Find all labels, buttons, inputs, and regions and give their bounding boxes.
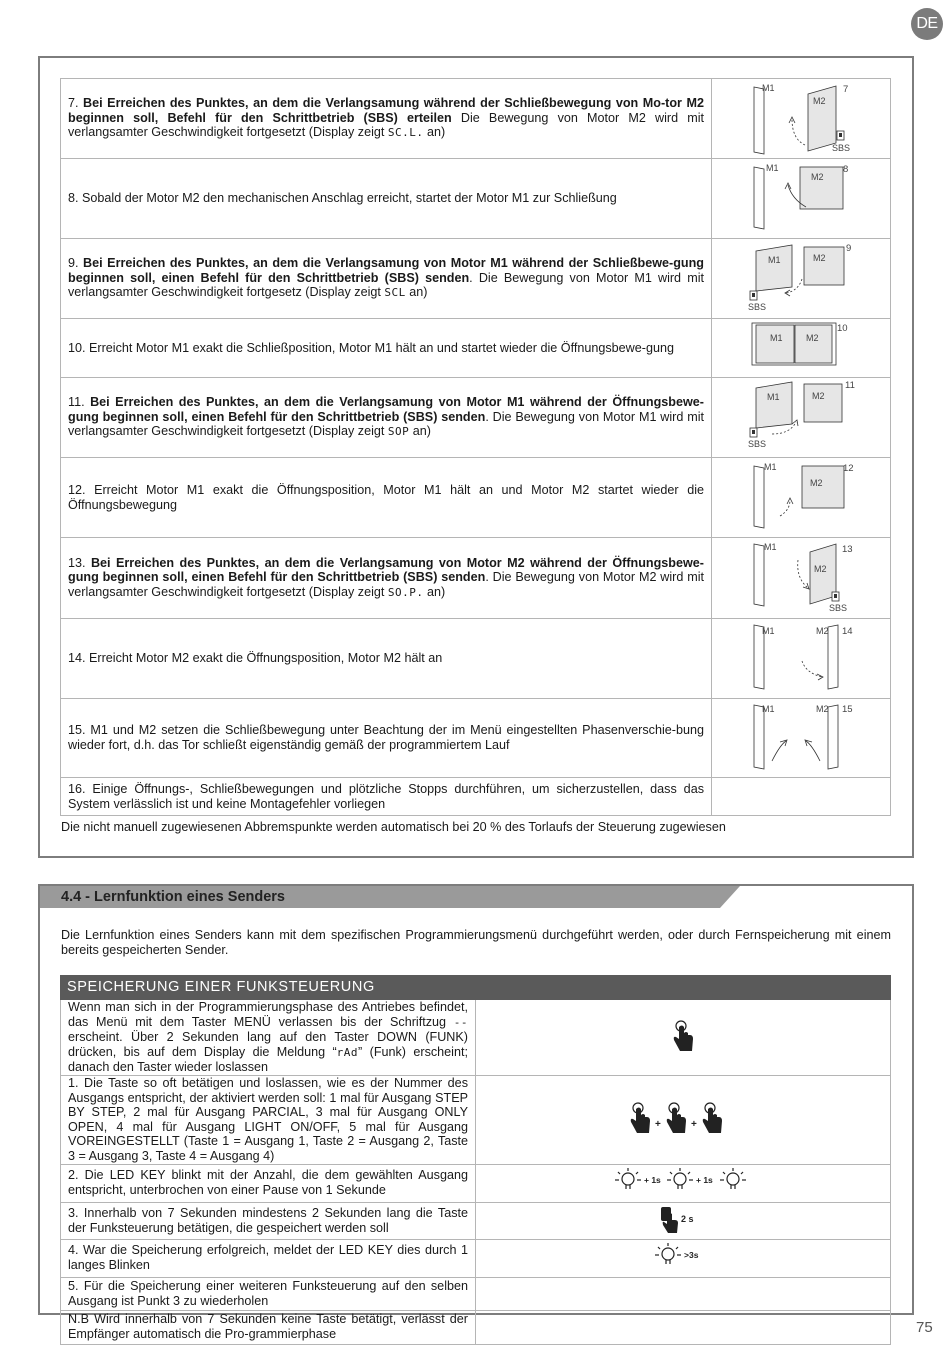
section-header	[40, 886, 740, 908]
empty-cell	[476, 1310, 891, 1344]
svg-text:2 s: 2 s	[681, 1213, 694, 1224]
table-row	[61, 1164, 891, 1202]
svg-text:M1: M1	[764, 542, 777, 552]
step-13-text: 13. Bei Erreichen des Punktes, an dem die Verlangsamung von Motor M2 während der Öffnungsbewe-gung beginnen soll, einen Befehl für den Schrittbetrieb (SBS) senden. Die Bewegung von Motor M2 wird mit verlangsamter Geschwindigkeit fortgesetzt (Display zeigt SO.P. an)	[61, 538, 712, 619]
step-9-text: 9. Bei Erreichen des Punktes, an dem die Verlangsamung von Motor M1 während der Schließbewe-gung beginnen soll, einen Befehl für den Schrittbetrieb (SBS) senden. Die Bewegung von Motor M1 wird mit verlangsamter Geschwindigkeit fortgesetz (Display zeigt SCL an)	[61, 239, 712, 319]
step-13-figure	[712, 538, 891, 619]
table-header-row	[61, 976, 891, 1000]
step-16-figure	[712, 778, 891, 816]
table-row	[61, 699, 891, 778]
step-15-text: 15. M1 und M2 setzen die Schließbewegung unter Beachtung der im Menü eingestellten Phasenverschie-bung wieder fort, d.h. das Tor schließt eigenständig gemäß der programmiertem Lauf	[61, 699, 712, 778]
led-long-icon	[476, 1239, 891, 1277]
svg-text:>3s: >3s	[684, 1250, 699, 1261]
table-row	[61, 1000, 891, 1076]
auto-brake-note: Die nicht manuell zugewiesenen Abbremspunkte werden automatisch bei 20 % des Torlaufs der Steuerung zugewiesen	[61, 820, 726, 834]
svg-text:10: 10	[837, 323, 848, 334]
table-row	[61, 1277, 891, 1310]
svg-text:M1: M1	[770, 333, 783, 343]
step-14-text: 14. Erreicht Motor M2 exakt die Öffnungsposition, Motor M2 hält an	[61, 619, 712, 699]
svg-text:+: +	[655, 1118, 661, 1130]
table-row	[61, 1239, 891, 1277]
svg-text:M2: M2	[816, 704, 829, 714]
table-row	[61, 239, 891, 319]
memory-step-3: 3. Innerhalb von 7 Sekunden mindestens 2 Sekunden lang die Taste der Funksteuerung betätigen, die gespeichert werden soll	[61, 1202, 476, 1239]
step-9-figure	[712, 239, 891, 319]
svg-text:13: 13	[842, 544, 853, 555]
table-row	[61, 79, 891, 159]
table-row	[61, 378, 891, 458]
svg-text:+: +	[691, 1118, 697, 1130]
step-7-text: 7. Bei Erreichen des Punktes, an dem die Verlangsamung während der Schließbewegung von Mo-tor M2 beginnen soll, Befehl für den Schrittbetrieb (SBS) erteilen Die Bewegung von Motor M2 wird mit verlangsamter Geschwindigkeit fortgesetzt (Display zeigt SC.L. an)	[61, 79, 712, 159]
table-row	[61, 1310, 891, 1344]
svg-text:SBS: SBS	[832, 143, 851, 153]
svg-text:SBS: SBS	[829, 603, 848, 613]
svg-text:+ 1s: + 1s	[696, 1175, 713, 1186]
svg-text:M1: M1	[762, 83, 775, 93]
memory-table	[60, 975, 891, 1345]
svg-text:SBS: SBS	[748, 302, 767, 312]
svg-text:15: 15	[842, 704, 853, 715]
empty-cell	[476, 1277, 891, 1310]
svg-text:+ 1s: + 1s	[644, 1175, 661, 1186]
table-row	[61, 159, 891, 239]
step-14-figure	[712, 619, 891, 699]
memory-step-1: 1. Die Taste so oft betätigen und loslassen, wie es der Nummer des Ausgangs entspricht, der aktiviert werden soll: 1 mal für Ausgang STEP BY STEP, 2 mal für Ausgang PARCIAL, 3 mal für Ausgang ONLY OPEN, 4 mal für Ausgang LIGHT ON/OFF, 5 mal für Ausgang VOREINGESTELLT (Taste 1 = Ausgang 1, Taste 2 = Ausgang 2, Taste 3 = Ausgang 3, Taste 4 = Ausgang 4)	[61, 1075, 476, 1164]
memory-step-2: 2. Die LED KEY blinkt mit der Anzahl, die dem gewählten Ausgang entspricht, unterbrochen von einer Pause von 1 Sekunde	[61, 1164, 476, 1202]
steps-table	[60, 78, 891, 816]
remote-press-icon	[476, 1202, 891, 1239]
section-title: 4.4 - Lernfunktion eines Senders	[61, 889, 285, 905]
step-12-text: 12. Erreicht Motor M1 exakt die Öffnungsposition, Motor M1 hält an und Motor M2 startet wieder die Öffnungsbewegung	[61, 458, 712, 538]
memory-step-intro: Wenn man sich in der Programmierungsphase des Antriebes befindet, das Menü mit dem Taster MENÜ verlassen bis der Schriftzug -- erscheint. Über 2 Sekunden lang auf den Taster DOWN (FUNK) drücken, bis auf dem Display die Meldung “rAd” (Funk) erscheint; danach den Taster wieder loslassen	[61, 1000, 476, 1076]
table-row	[61, 778, 891, 816]
memory-step-5: 5. Für die Speicherung einer weiteren Funksteuerung auf den selben Ausgang ist Punkt 3 zu wiederholen	[61, 1277, 476, 1310]
svg-text:M1: M1	[766, 163, 779, 173]
section-intro: Die Lernfunktion eines Senders kann mit dem spezifischen Programmierungsmenü durchgeführt werden, oder durch Fernspeicherung mit einem bereits gespeicherten Sender.	[61, 928, 891, 957]
table-row	[61, 1202, 891, 1239]
step-10-figure	[712, 319, 891, 378]
svg-text:M2: M2	[806, 333, 819, 343]
step-15-figure	[712, 699, 891, 778]
svg-text:M2: M2	[814, 564, 827, 574]
svg-text:M2: M2	[810, 478, 823, 488]
step-11-text: 11. Bei Erreichen des Punktes, an dem die Verlangsamung von Motor M1 während der Öffnungsbewe-gung beginnen soll, einen Befehl für den Schrittbetrieb (SBS) senden. Die Bewegung von Motor M1 wird mit verlangsamter Geschwindigkeit fortgesetzt (Display zeigt SOP an)	[61, 378, 712, 458]
hand-press-icon	[476, 1000, 891, 1076]
step-11-figure	[712, 378, 891, 458]
svg-text:12: 12	[843, 463, 854, 474]
step-16-text: 16. Einige Öffnungs-, Schließbewegungen und plötzliche Stopps durchführen, um sicherzustellen, dass das System verlässlich ist und keine Montagefehler vorliegen	[61, 778, 712, 816]
svg-text:M2: M2	[813, 253, 826, 263]
language-badge: DE	[911, 8, 943, 40]
memory-note: N.B Wird innerhalb von 7 Sekunden keine Taste betätigt, verlässt der Empfänger automatisch die Pro-grammierphase	[61, 1310, 476, 1344]
svg-text:7: 7	[843, 84, 849, 95]
memory-step-4: 4. War die Speicherung erfolgreich, meldet der LED KEY dies durch 1 langes Blinken	[61, 1239, 476, 1277]
table-row	[61, 619, 891, 699]
svg-text:9: 9	[846, 243, 852, 254]
svg-text:M1: M1	[764, 462, 777, 472]
svg-text:M1: M1	[767, 392, 780, 402]
table-row	[61, 538, 891, 619]
page-number: 75	[916, 1319, 933, 1336]
step-7-figure	[712, 79, 891, 159]
svg-text:M1: M1	[762, 704, 775, 714]
svg-text:M2: M2	[813, 96, 826, 106]
step-12-figure	[712, 458, 891, 538]
svg-text:11: 11	[845, 380, 855, 391]
step-8-text: 8. Sobald der Motor M2 den mechanischen Anschlag erreicht, startet der Motor M1 zur Schließung	[61, 159, 712, 239]
svg-text:M2: M2	[811, 172, 824, 182]
led-blink-icon	[476, 1164, 891, 1202]
svg-text:M1: M1	[768, 255, 781, 265]
step-10-text: 10. Erreicht Motor M1 exakt die Schließposition, Motor M1 hält an und startet wieder die Öffnungsbewe-gung	[61, 319, 712, 378]
table-row	[61, 458, 891, 538]
svg-text:M2: M2	[816, 626, 829, 636]
svg-text:M1: M1	[762, 626, 775, 636]
svg-text:8: 8	[843, 164, 849, 175]
step-8-figure	[712, 159, 891, 239]
table-row	[61, 319, 891, 378]
svg-text:M2: M2	[812, 391, 825, 401]
svg-text:SBS: SBS	[748, 439, 767, 449]
table-row	[61, 1075, 891, 1164]
table-header: SPEICHERUNG EINER FUNKSTEUERUNG	[61, 976, 891, 1000]
triple-hand-press-icon	[476, 1075, 891, 1164]
svg-text:14: 14	[842, 626, 853, 637]
